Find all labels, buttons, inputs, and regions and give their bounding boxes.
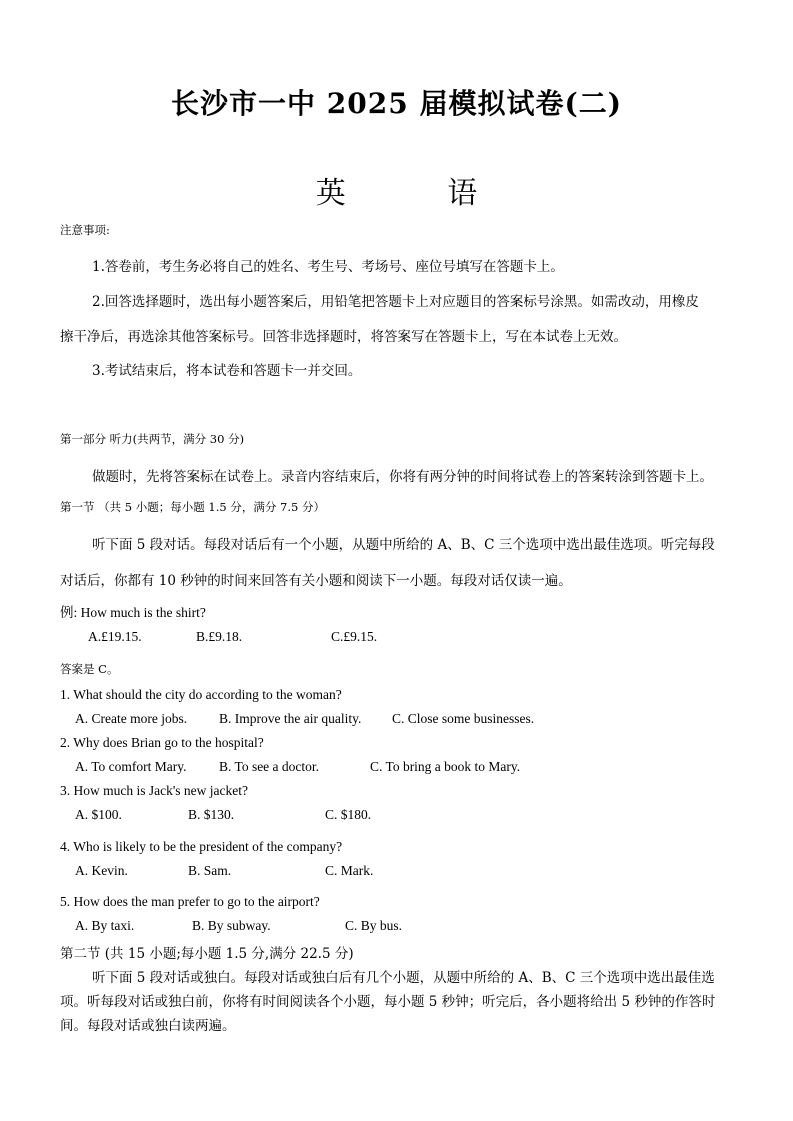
question-1: 1. What should the city do according to the woman? (60, 687, 342, 702)
question-2-option-a: A. To comfort Mary. (75, 759, 187, 774)
section2-heading: 第二节 (共 15 小题;每小题 1.5 分,满分 22.5 分) (60, 946, 354, 962)
note-item-2-line-1: 2.回答选择题时，选出每小题答案后，用铅笔把答题卡上对应题目的答案标号涂黑。如需改动，用橡皮 (92, 294, 699, 310)
question-5-option-c: C. By bus. (345, 918, 403, 933)
question-1-option-c: C. Close some businesses. (392, 711, 535, 726)
question-4-option-b: B. Sam. (188, 863, 232, 878)
example-answer: 答案是 C。 (60, 662, 119, 676)
example-option-b: B.£9.18. (196, 629, 243, 644)
question-1-option-b: B. Improve the air quality. (219, 711, 362, 726)
note-item-1: 1.答卷前，考生务必将自己的姓名、考生号、考场号、座位号填写在答题卡上。 (92, 259, 564, 275)
question-5-option-b: B. By subway. (192, 918, 271, 933)
notes-heading: 注意事项: (60, 223, 110, 237)
part1-instruction: 做题时，先将答案标在试卷上。录音内容结束后，你将有两分钟的时间将试卷上的答案转涂到答题卡上。 (92, 469, 713, 485)
section1-instruction-line-1: 听下面 5 段对话。每段对话后有一个小题，从题中所给的 A、B、C 三个选项中选出最佳选项。听完每段 (92, 537, 715, 553)
question-2-option-c: C. To bring a book to Mary. (370, 759, 521, 774)
section2-instruction-line-1: 听下面 5 段对话或独白。每段对话或独白后有几个小题，从题中所给的 A、B、C 三个选项中选出最佳选 (92, 970, 715, 986)
question-4: 4. Who is likely to be the president of the company? (60, 839, 343, 854)
section2-instruction-line-2: 项。听每段对话或独白前，你将有时间阅读各个小题，每小题 5 秒钟；听完后，各小题将给出 5 秒钟的作答时 (60, 994, 716, 1010)
section1-heading: 第一节 （共 5 小题；每小题 1.5 分，满分 7.5 分） (60, 500, 325, 514)
note-item-2-line-2: 擦干净后，再选涂其他答案标号。回答非选择题时，将答案写在答题卡上，写在本试卷上无效。 (60, 329, 627, 345)
question-3-option-c: C. $180. (325, 807, 372, 822)
question-5: 5. How does the man prefer to go to the airport? (60, 894, 320, 909)
example-option-c: C.£9.15. (331, 629, 378, 644)
question-4-option-a: A. Kevin. (75, 863, 128, 878)
section1-instruction-line-2: 对话后，你都有 10 秒钟的时间来回答有关小题和阅读下一小题。每段对话仅读一遍。 (60, 573, 572, 589)
page-title: 长沙市一中 2025 届模拟试卷(二) (171, 87, 622, 120)
example-option-a: A.£19.15. (88, 629, 142, 644)
example-question: 例: How much is the shirt? (60, 605, 206, 620)
question-3-option-a: A. $100. (75, 807, 122, 822)
question-3-option-b: B. $130. (188, 807, 235, 822)
question-2-option-b: B. To see a doctor. (219, 759, 320, 774)
question-3: 3. How much is Jack's new jacket? (60, 783, 249, 798)
question-4-option-c: C. Mark. (325, 863, 374, 878)
section2-instruction-line-3: 间。每段对话或独白读两遍。 (60, 1018, 236, 1034)
part1-heading: 第一部分 听力(共两节，满分 30 分) (60, 432, 245, 446)
subject-title: 英 语 (315, 176, 524, 211)
note-item-3: 3.考试结束后，将本试卷和答题卡一并交回。 (92, 363, 362, 379)
question-1-option-a: A. Create more jobs. (75, 711, 188, 726)
question-5-option-a: A. By taxi. (75, 918, 135, 933)
question-2: 2. Why does Brian go to the hospital? (60, 735, 264, 750)
